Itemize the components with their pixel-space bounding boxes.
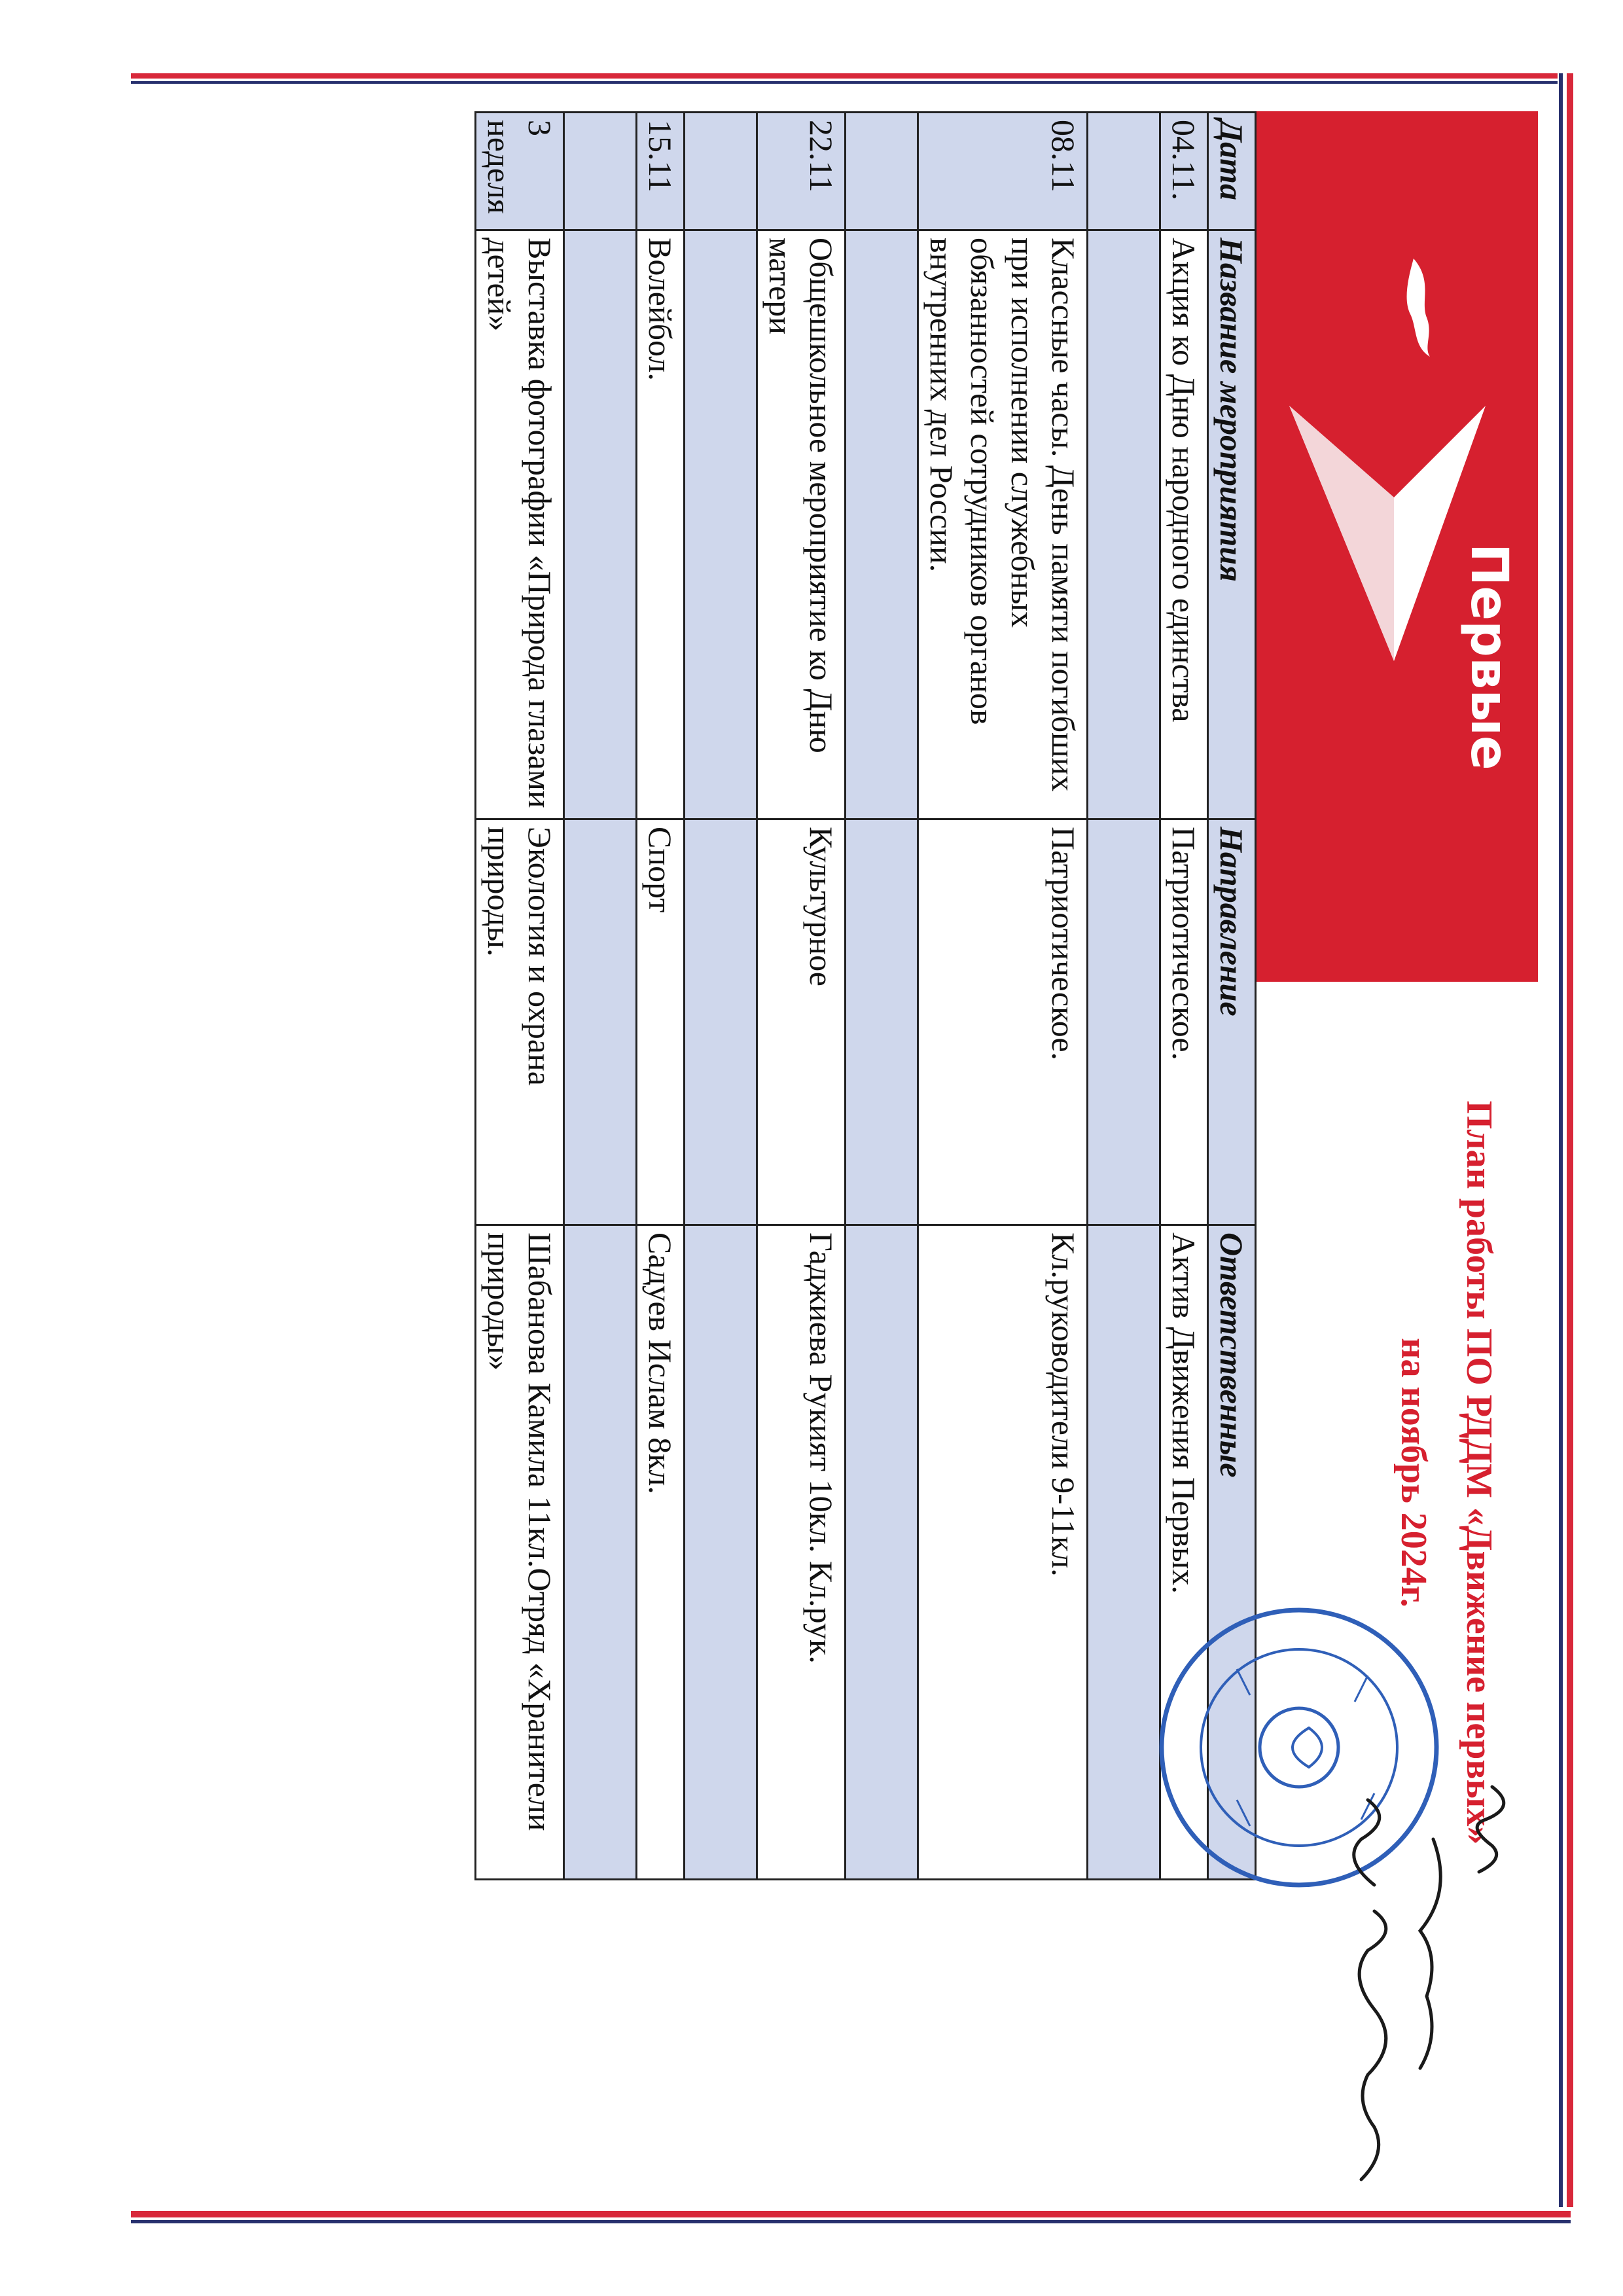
- table-row: [1088, 113, 1160, 1880]
- header-date: Дата: [1208, 113, 1256, 230]
- cell-responsible: Гаджиева Рукият 10кл. Кл.рук.: [757, 1225, 846, 1880]
- cell-direction: Культурное: [757, 819, 846, 1225]
- cell-event: Акция ко Дню народного единства: [1160, 230, 1208, 819]
- frame-line-blue-bottom: [131, 2220, 1571, 2223]
- title-line-1: План работы ПО РДДМ «Движение первых»: [1459, 1100, 1499, 1845]
- table-row: [564, 113, 637, 1880]
- rotated-document: [268, 111, 1538, 2179]
- cell-responsible: Актив Движения Первых.: [1160, 1225, 1208, 1880]
- table-row: [476, 113, 564, 1880]
- cell-date: 04.11.: [1160, 113, 1208, 230]
- cell-date: 08.11: [918, 113, 1088, 230]
- cell-event: Выставка фотографии «Природа глазами детей»: [476, 230, 564, 819]
- bird-icon: [1394, 255, 1440, 360]
- frame-line-red-top: [131, 73, 1558, 79]
- table-row: [918, 113, 1088, 1880]
- table-row: [757, 113, 846, 1880]
- cell-responsible: Садуев Ислам 8кл.: [637, 1225, 685, 1880]
- table-row: [685, 113, 757, 1880]
- cell-direction: Патриотическое.: [1160, 819, 1208, 1225]
- plan-table: [474, 111, 1257, 1880]
- cell-event: Общешкольное мероприятие ко Дню матери: [757, 230, 846, 819]
- frame-line-red-bottom: [131, 2211, 1571, 2217]
- cell-event: Классные часы. День памяти погибших при исполнении служебных обязанностей сотрудников органов внутренних дел России.: [918, 230, 1088, 819]
- frame-line-blue-top: [131, 81, 1558, 84]
- frame-line-red-right: [1567, 73, 1573, 2207]
- cell-responsible: Шабанова Камила 11кл.Отряд «Хранители природы»: [476, 1225, 564, 1880]
- cell-direction: Патриотическое.: [918, 819, 1088, 1225]
- cell-direction: Экология и охрана природы.: [476, 819, 564, 1225]
- cell-date: 15.11: [637, 113, 685, 230]
- brand-word: Первые: [1459, 543, 1518, 770]
- title-line-2: на ноябрь 2024г.: [1393, 1338, 1434, 1607]
- cell-direction: Спорт: [637, 819, 685, 1225]
- handwritten-approval-signature: [1309, 1761, 1531, 2206]
- cell-responsible: Кл.руководители 9-11кл.: [918, 1225, 1088, 1880]
- cell-date: 3 неделя: [476, 113, 564, 230]
- brand-banner: [1257, 111, 1538, 982]
- header-event: Название мероприятия: [1208, 230, 1256, 819]
- cell-event: Волейбол.: [637, 230, 685, 819]
- cell-date: 22.11: [757, 113, 846, 230]
- header-responsible: Ответственные: [1208, 1225, 1256, 1880]
- table-row: [637, 113, 685, 1880]
- header-direction: Направление: [1208, 819, 1256, 1225]
- frame-line-blue-right: [1559, 73, 1563, 2207]
- table-row: [846, 113, 918, 1880]
